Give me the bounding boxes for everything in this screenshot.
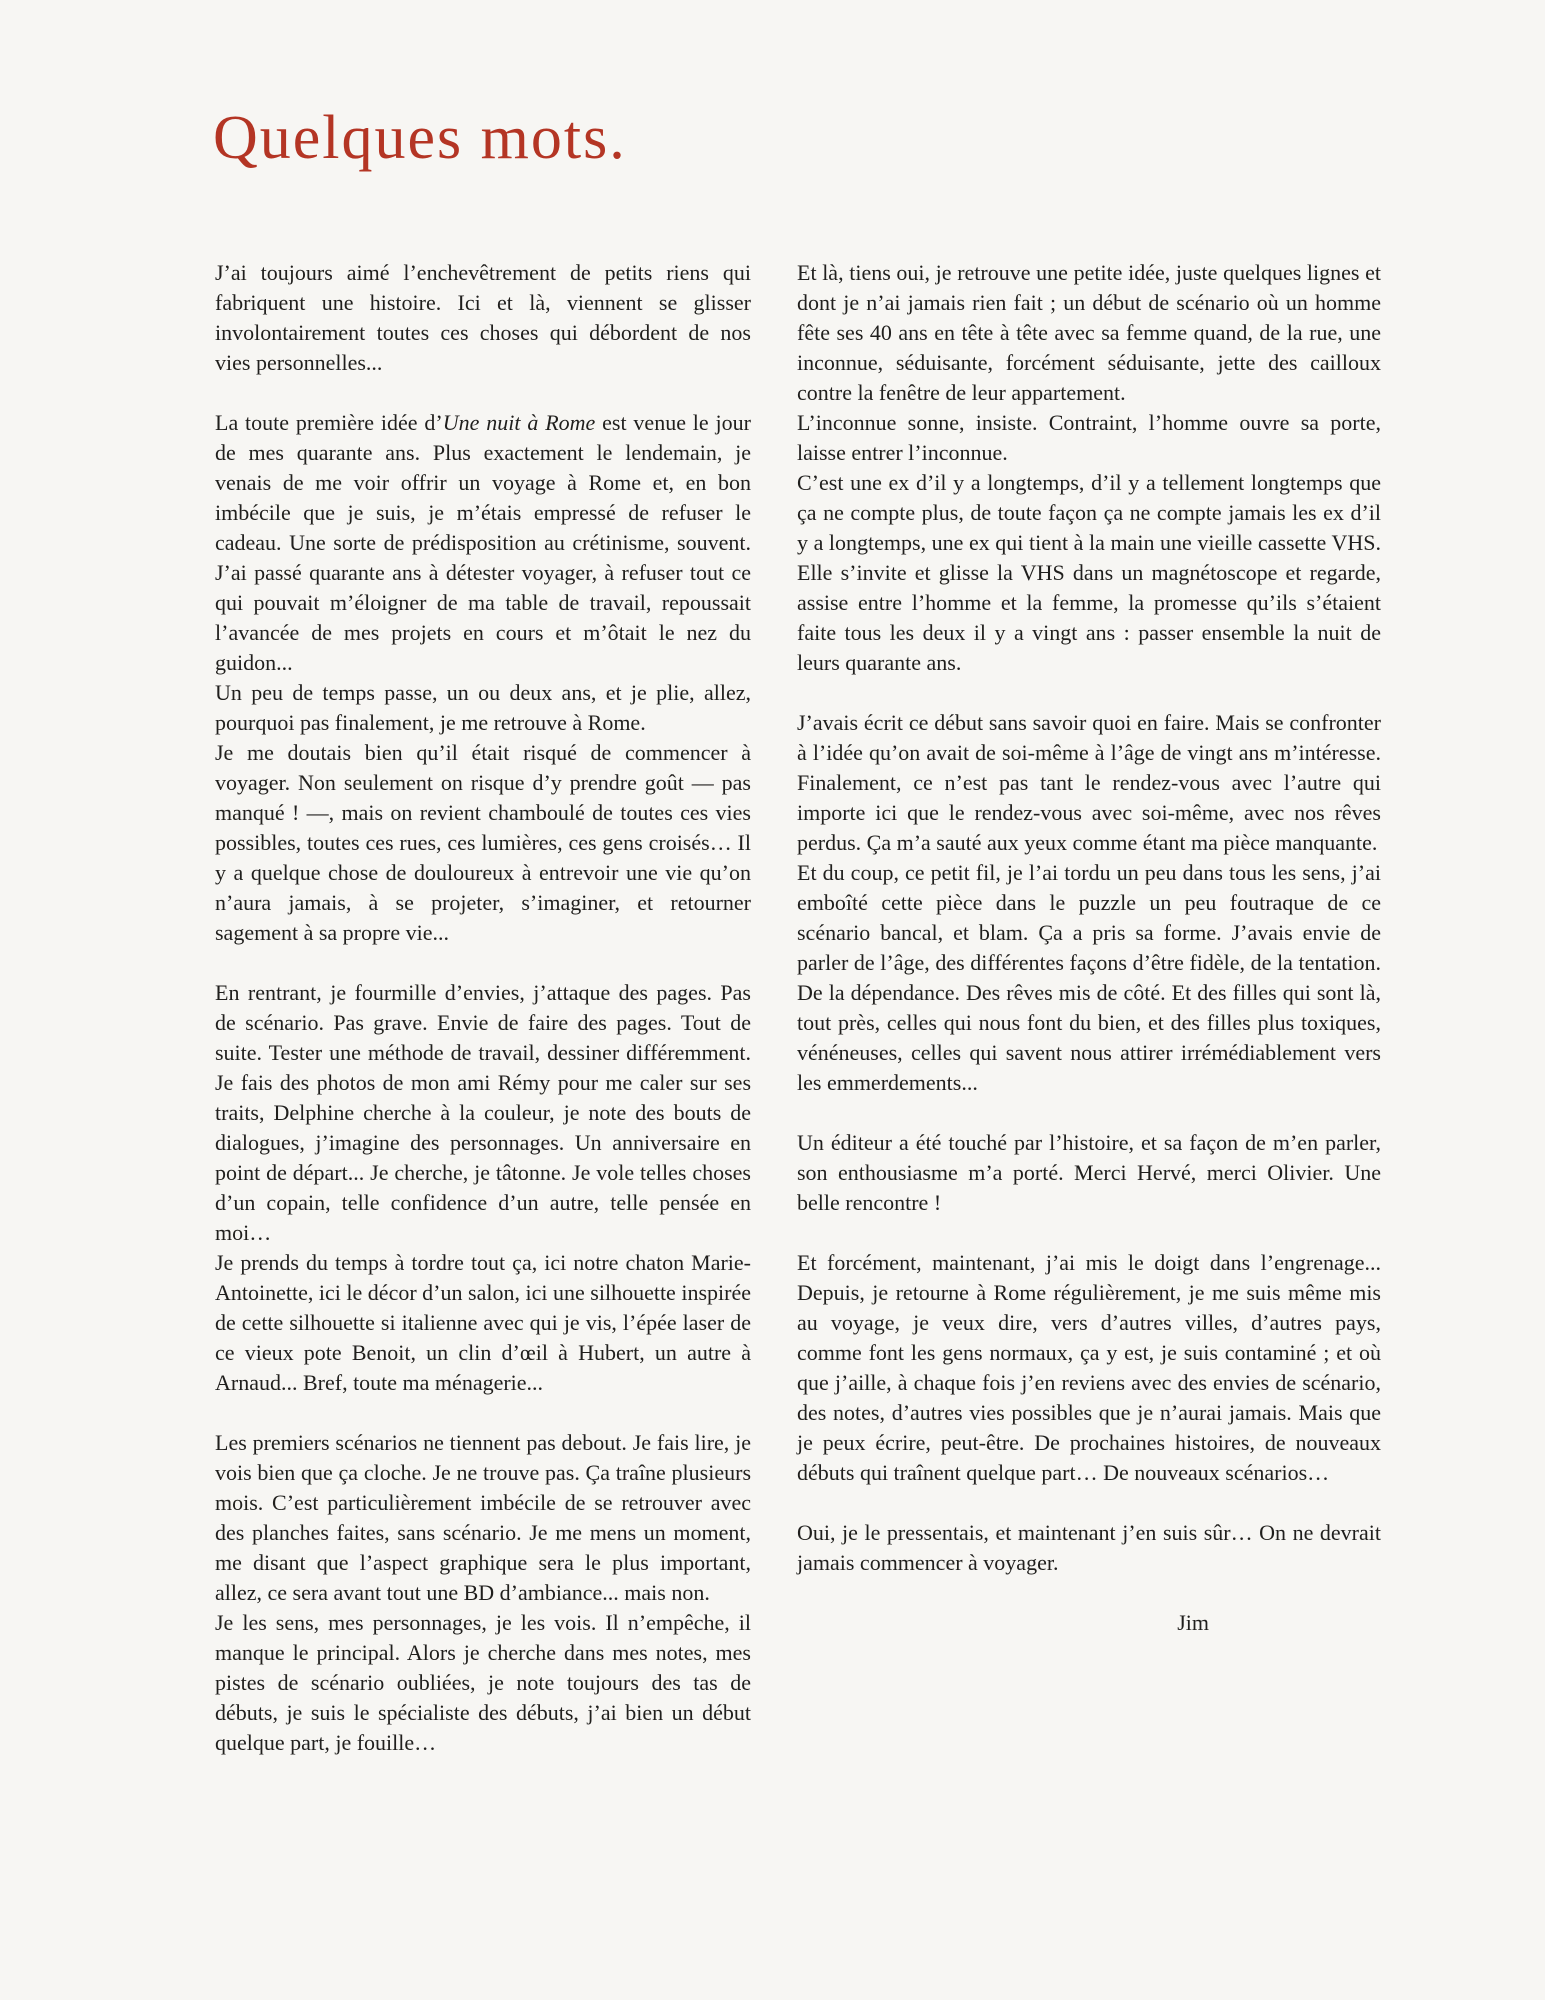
paragraph: J’avais écrit ce début sans savoir quoi en faire. Mais se confronter à l’idée qu’on avait de soi-même à l’âge de vingt ans m’intéresse. Finalement, ce n’est pas tant le rendez-vous avec l’autre qui importe ici que le rendez-vous avec soi-même, avec nos rêves perdus. Ça m’a sauté aux yeux comme étant ma pièce manquante. — [797, 710, 1381, 855]
paragraph-block — [797, 708, 1381, 1098]
paragraph: Et forcément, maintenant, j’ai mis le doigt dans l’engrenage... Depuis, je retourne à Rome régulièrement, je me suis même mis au voyage, je veux dire, vers d’autres villes, d’autres pays, comme font les gens normaux, ça y est, je suis contaminé ; et où que j’aille, à chaque fois j’en reviens avec des envies de scénario, des notes, d’autres vies possibles que je n’aurai jamais. Mais que je peux écrire, peut-être. De prochaines histoires, de nouveaux débuts qui traînent quelque part… De nouveaux scénarios… — [797, 1250, 1381, 1485]
right-column — [797, 258, 1381, 1758]
paragraph: L’inconnue sonne, insiste. Contraint, l’homme ouvre sa porte, laisse entrer l’inconnue. — [797, 410, 1381, 465]
paragraph-block — [215, 408, 751, 948]
paragraph: Oui, je le pressentais, et maintenant j’en suis sûr… On ne devrait jamais commencer à voyager. — [797, 1520, 1381, 1575]
paragraph-block — [797, 258, 1381, 678]
paragraph: J’ai toujours aimé l’enchevêtrement de petits riens qui fabriquent une histoire. Ici et là, viennent se glisser involontairement toutes ces choses qui débordent de nos vies personnelles... — [215, 260, 751, 375]
page-title: Quelques mots. — [213, 104, 627, 172]
text-segment: La toute première idée d’ — [215, 410, 443, 435]
paragraph-block — [797, 1128, 1381, 1218]
paragraph: Je les sens, mes personnages, je les vois. Il n’empêche, il manque le principal. Alors je cherche dans mes notes, mes pistes de scénario oubliées, je note toujours des tas de débuts, je suis le spécialiste des débuts, j’ai bien un début quelque part, je fouille… — [215, 1610, 751, 1755]
paragraph-block — [215, 258, 751, 378]
paragraph: Et du coup, ce petit fil, je l’ai tordu un peu dans tous les sens, j’ai emboîté cette pièce dans le puzzle un peu foutraque de ce scénario bancal, et blam. Ça a pris sa forme. J’avais envie de parler de l’âge, des différentes façons d’être fidèle, de la tentation. De la dépendance. Des rêves mis de côté. Et des filles qui sont là, tout près, celles qui nous font du bien, et des filles plus toxiques, vénéneuses, celles qui savent nous attirer irrémédiablement vers les emmerdements... — [797, 860, 1381, 1095]
two-column-text — [215, 258, 1381, 1758]
author-signature: Jim — [1177, 1610, 1209, 1635]
left-column — [215, 258, 751, 1758]
paragraph: Un éditeur a été touché par l’histoire, et sa façon de m’en parler, son enthousiasme m’a porté. Merci Hervé, merci Olivier. Une belle rencontre ! — [797, 1130, 1381, 1215]
paragraph: Un peu de temps passe, un ou deux ans, et je plie, allez, pourquoi pas finalement, je me retrouve à Rome. — [215, 680, 751, 735]
paragraph — [215, 408, 751, 678]
right-column-blocks — [797, 258, 1381, 1578]
paragraph-block — [797, 1518, 1381, 1578]
book-title-italic: Une nuit à Rome — [442, 410, 596, 435]
paragraph: Je prends du temps à tordre tout ça, ici notre chaton Marie-Antoinette, ici le décor d’un salon, ici une silhouette inspirée de cette silhouette si italienne avec qui je vis, l’épée laser de ce vieux pote Benoit, un clin d’œil à Hubert, un autre à Arnaud... Bref, toute ma ménagerie... — [215, 1250, 751, 1395]
paragraph: En rentrant, je fourmille d’envies, j’attaque des pages. Pas de scénario. Pas grave. Envie de faire des pages. Tout de suite. Tester une méthode de travail, dessiner différemment. Je fais des photos de mon ami Rémy pour me caler sur ses traits, Delphine cherche à la couleur, je note des bouts de dialogues, j’imagine des personnages. Un anniversaire en point de départ... Je cherche, je tâtonne. Je vole telles choses d’un copain, telle confidence d’un autre, telle pensée en moi… — [215, 980, 751, 1245]
paragraph-block — [215, 1428, 751, 1758]
paragraph-block — [797, 1248, 1381, 1488]
text-segment: est venue le jour de mes quarante ans. Plus exactement le lendemain, je venais de me voir offrir un voyage à Rome et, en bon imbécile que je suis, je m’étais empressé de refuser le cadeau. Une sorte de prédisposition au crétinisme, souvent. J’ai passé quarante ans à détester voyager, à refuser tout ce qui pouvait m’éloigner de ma table de travail, repoussait l’avancée de mes projets en cours et m’ôtait le nez du guidon... — [215, 410, 751, 675]
paragraph: Et là, tiens oui, je retrouve une petite idée, juste quelques lignes et dont je n’ai jamais rien fait ; un début de scénario où un homme fête ses 40 ans en tête à tête avec sa femme quand, de la rue, une inconnue, séduisante, forcément séduisante, jette des cailloux contre la fenêtre de leur appartement. — [797, 260, 1381, 405]
paragraph: C’est une ex d’il y a longtemps, d’il y a tellement longtemps que ça ne compte plus, de toute façon ça ne compte jamais les ex d’il y a longtemps, une ex qui tient à la main une vieille cassette VHS. Elle s’invite et glisse la VHS dans un magnétoscope et regarde, assise entre l’homme et la femme, la promesse qu’ils s’étaient faite tous les deux il y a vingt ans : passer ensemble la nuit de leurs quarante ans. — [797, 470, 1381, 675]
paragraph: Les premiers scénarios ne tiennent pas debout. Je fais lire, je vois bien que ça cloche. Je ne trouve pas. Ça traîne plusieurs mois. C’est particulièrement imbécile de se retrouver avec des planches faites, sans scénario. Je me mens un moment, me disant que l’aspect graphique sera le plus important, allez, ce sera avant tout une BD d’ambiance... mais non. — [215, 1430, 751, 1605]
paragraph-block — [215, 978, 751, 1398]
paragraph: Je me doutais bien qu’il était risqué de commencer à voyager. Non seulement on risque d’y prendre goût — pas manqué ! —, mais on revient chamboulé de toutes ces vies possibles, toutes ces rues, ces lumières, ces gens croisés… Il y a quelque chose de douloureux à entrevoir une vie qu’on n’aura jamais, à se projeter, s’imaginer, et retourner sagement à sa propre vie... — [215, 740, 751, 945]
